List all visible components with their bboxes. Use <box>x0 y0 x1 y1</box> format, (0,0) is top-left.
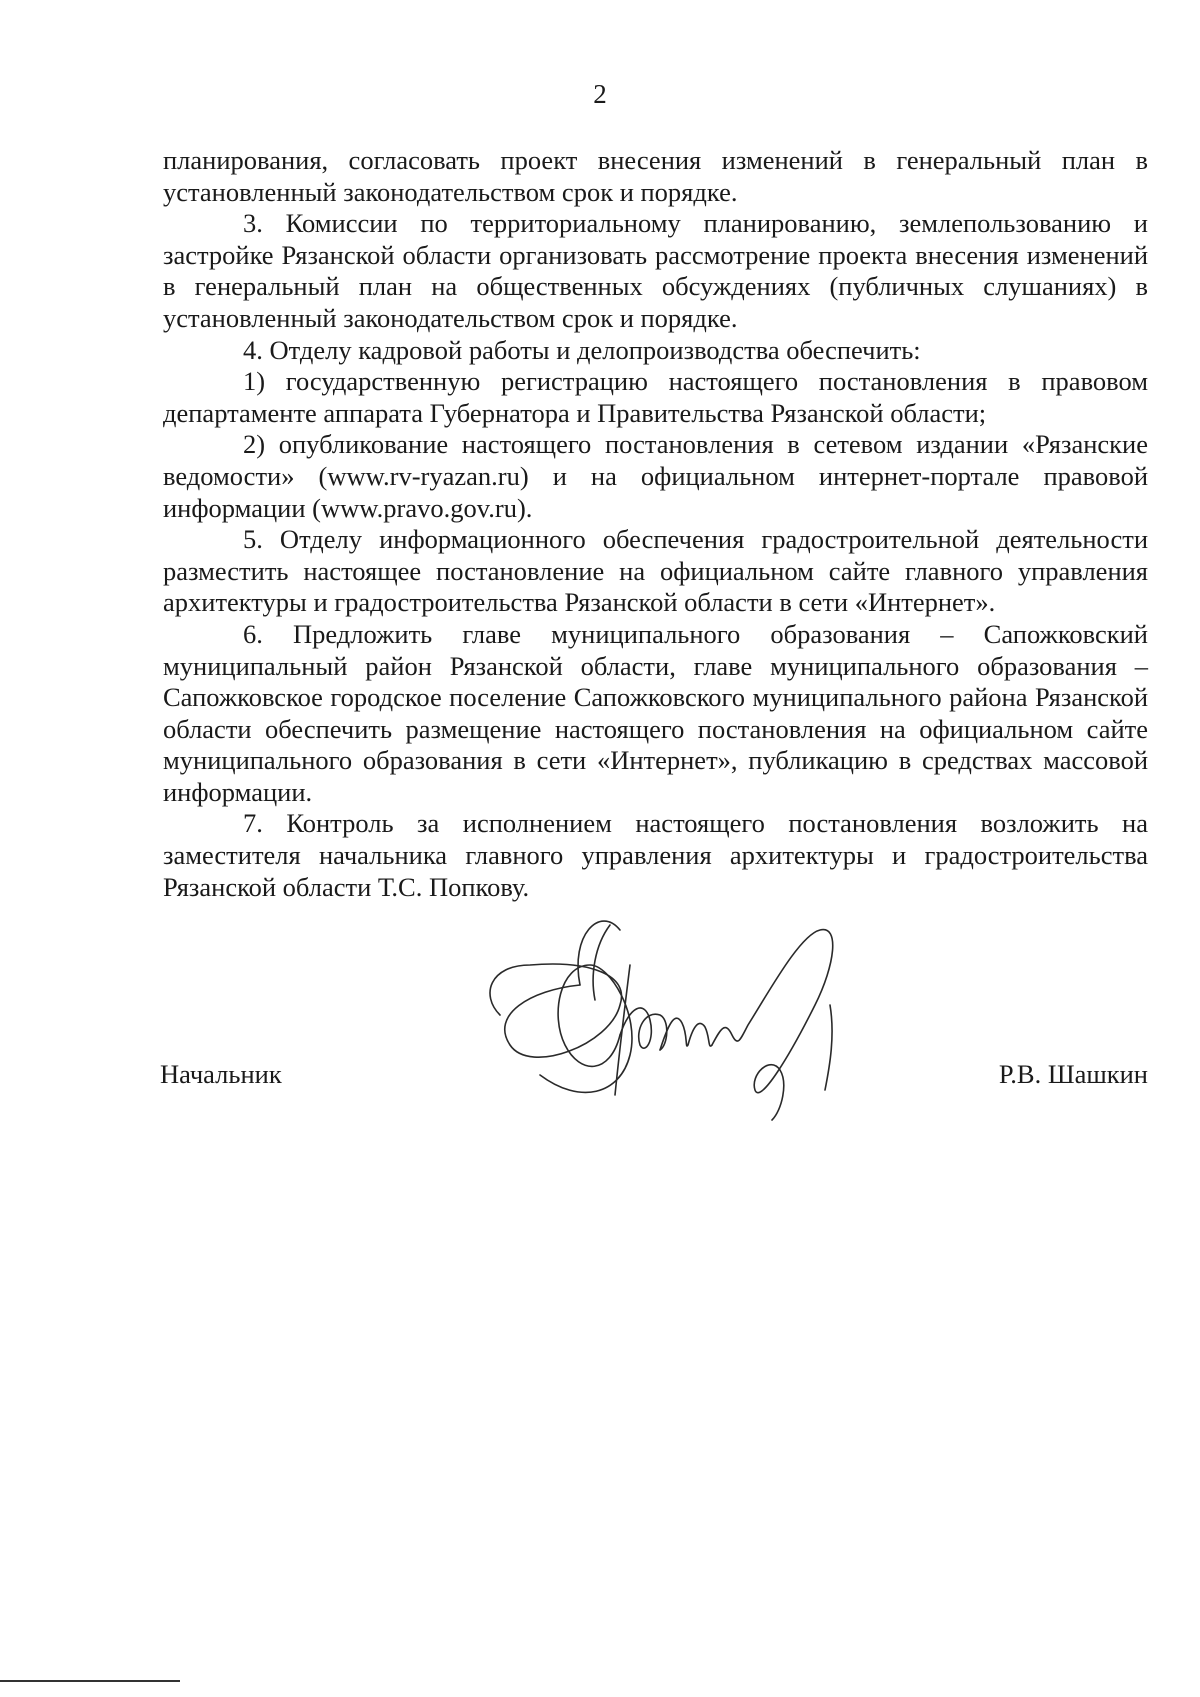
document-body <box>163 145 1148 903</box>
signatory-title: Начальник <box>160 1059 282 1089</box>
paragraph-subitem-1: 1) государственную регистрацию настоящего постановления в правовом департаменте аппарата Губернатора и Правительства Рязанской области; <box>163 366 1148 428</box>
paragraph-item-6: 6. Предложить главе муниципального образования – Сапожковский муниципальный район Рязанской области, главе муниципального образования – Сапожковское городское поселение Сапожковского муниципального района Рязанской области обеспечить размещение настоящего постановления на официальном сайте муниципального образования в сети «Интернет», публикацию в средствах массовой информации. <box>163 618 1148 807</box>
signature-block <box>160 1058 1148 1098</box>
paragraph-item-7: 7. Контроль за исполнением настоящего постановления возложить на заместителя начальника главного управления архитектуры и градостроительства Рязанской области Т.С. Попкову. <box>163 808 1148 902</box>
paragraph-item-5: 5. Отделу информационного обеспечения градостроительной деятельности разместить настоящее постановление на официальном сайте главного управления архитектуры и градостроительства Рязанской области в сети «Интернет». <box>163 524 1148 618</box>
paragraph-subitem-2: 2) опубликование настоящего постановления в сетевом издании «Рязанские ведомости» (www.rv-ryazan.ru) и на официальном интернет-портале правовой информации (www.pravo.gov.ru). <box>163 429 1148 523</box>
handwritten-signature <box>470 905 910 1195</box>
signatory-name: Р.В. Шашкин <box>998 1059 1148 1089</box>
page-number: 2 <box>593 79 607 109</box>
paragraph-continuation: планирования, согласовать проект внесения изменений в генеральный план в установленный законодательством срок и порядке. <box>163 145 1148 207</box>
footer-divider <box>0 1680 180 1682</box>
paragraph-item-3: 3. Комиссии по территориальному планированию, землепользованию и застройке Рязанской области организовать рассмотрение проекта внесения изменений в генеральный план на общественных обсуждениях (публичных слушаниях) в установленный законодательством срок и порядке. <box>163 208 1148 333</box>
paragraph-item-4: 4. Отделу кадровой работы и делопроизводства обеспечить: <box>243 334 921 365</box>
